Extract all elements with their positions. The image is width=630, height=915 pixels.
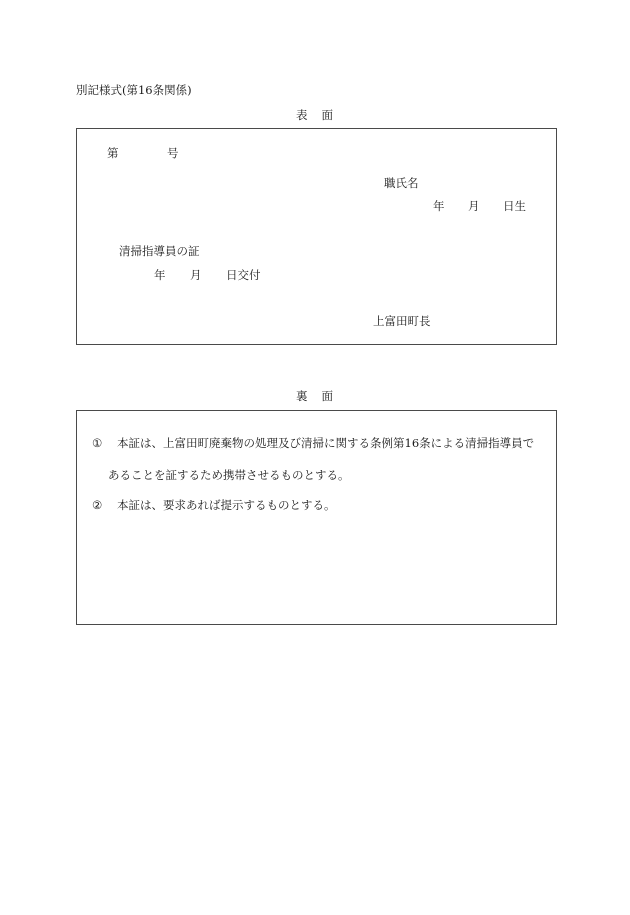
birth-year-label: 年: [433, 199, 445, 213]
certificate-number-suffix: 号: [167, 146, 179, 160]
note-1-line-2: あることを証するため携帯させるものとする。: [108, 468, 350, 482]
note-1-marker: ①: [92, 436, 103, 450]
issue-month-label: 月: [190, 268, 202, 282]
issue-day-label: 日交付: [226, 268, 261, 282]
back-heading-char-2: 面: [321, 389, 333, 403]
back-heading-char-1: 裏: [296, 389, 308, 403]
birth-month-label: 月: [468, 199, 480, 213]
front-heading-char-2: 面: [321, 108, 333, 122]
note-2-line-1: 本証は、要求あれば提示するものとする。: [117, 498, 336, 512]
note-2-marker: ②: [92, 498, 103, 512]
front-card-frame: [76, 128, 557, 345]
note-1-line-1: 本証は、上富田町廃棄物の処理及び清掃に関する条例第16条による清掃指導員で: [117, 436, 535, 450]
back-side-heading: [296, 391, 333, 403]
certificate-number-prefix: 第: [107, 146, 119, 160]
birth-day-label: 日生: [503, 199, 526, 213]
issue-year-label: 年: [154, 268, 166, 282]
front-side-heading: [296, 110, 333, 122]
front-heading-char-1: 表: [296, 108, 308, 122]
job-name-label: 職氏名: [384, 176, 419, 190]
issuer-name: 上富田町長: [373, 314, 431, 328]
card-title: 清掃指導員の証: [119, 244, 200, 258]
form-header-title: 別記様式(第16条関係): [76, 83, 192, 97]
